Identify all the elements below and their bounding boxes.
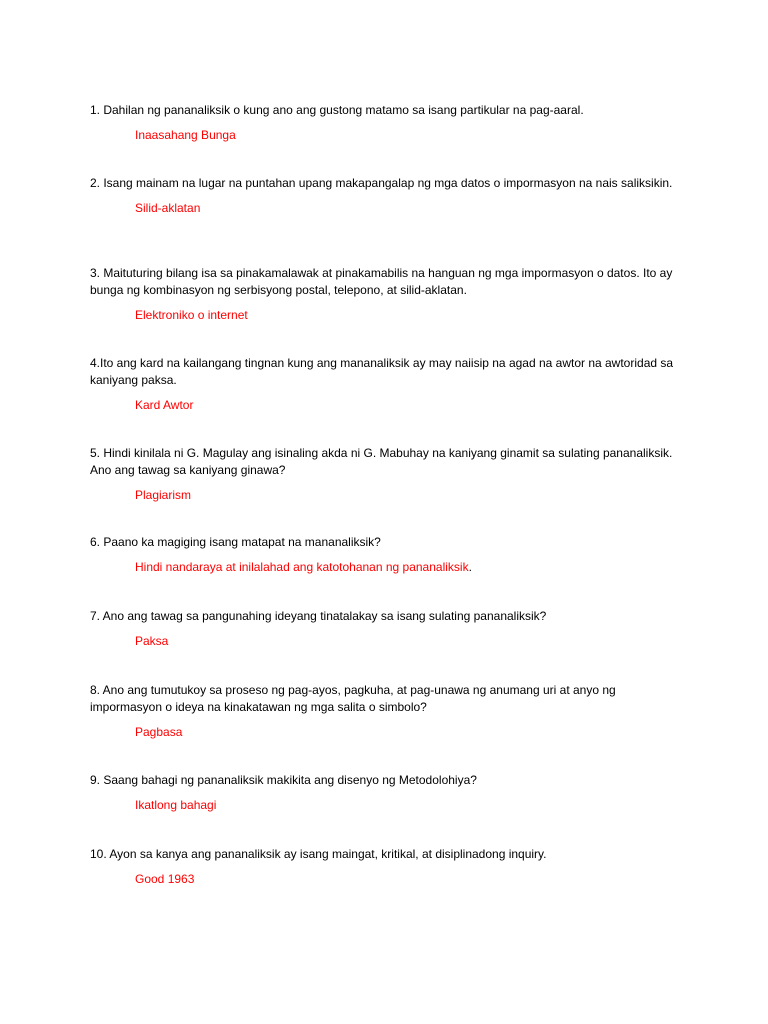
answer-text [90, 633, 680, 650]
answer-value: Ikatlong bahagi [135, 798, 217, 812]
answer-text [90, 397, 680, 414]
question-text: 6. Paano ka magiging isang matapat na mananaliksik? [90, 535, 381, 549]
question-text: 8. Ano ang tumutukoy sa proseso ng pag-ayos, pagkuha, at pag-unawa ng anumang uri at anyo ng impormasyon o ideya na kinakatawan ng mga salita o simbolo? [90, 683, 616, 714]
answer-value: Elektroniko o internet [135, 308, 248, 322]
question-text: 7. Ano ang tawag sa pangunahing ideyang tinatalakay sa isang sulating pananaliksik? [90, 609, 547, 623]
question-text: 5. Hindi kinilala ni G. Magulay ang isinaling akda ni G. Mabuhay na kaniyang ginamit sa sulating pananaliksik. Ano ang tawag sa kaniyang ginawa? [90, 446, 673, 477]
qa-item-2 [90, 175, 680, 217]
qa-item-3 [90, 265, 680, 324]
answer-text [90, 307, 680, 324]
answer-text [90, 724, 680, 741]
question-text: 4.Ito ang kard na kailangang tingnan kung ang mananaliksik ay may naiisip na agad na awtor na awtoridad sa kaniyang paksa. [90, 356, 674, 387]
answer-value: Plagiarism [135, 488, 192, 502]
qa-item-6 [90, 534, 680, 576]
qa-item-10 [90, 846, 680, 888]
qa-item-7 [90, 608, 680, 650]
answer-value: Pagbasa [135, 725, 183, 739]
qa-item-9 [90, 772, 680, 814]
question-text: 9. Saang bahagi ng pananaliksik makikita ang disenyo ng Metodolohiya? [90, 773, 477, 787]
question-text: 10. Ayon sa kanya ang pananaliksik ay isang maingat, kritikal, at disiplinadong inquiry. [90, 847, 547, 861]
answer-value: Kard Awtor [135, 398, 194, 412]
qa-item-8 [90, 682, 680, 741]
question-text: 2. Isang mainam na lugar na puntahan upang makapangalap ng mga datos o impormasyon na nais saliksikin. [90, 176, 673, 190]
answer-text [90, 559, 680, 576]
qa-item-4 [90, 355, 680, 414]
qa-item-5 [90, 445, 680, 504]
answer-value: Silid-aklatan [135, 201, 201, 215]
answer-value: Paksa [135, 634, 169, 648]
answer-value: Good 1963 [135, 872, 195, 886]
question-text: 1. Dahilan ng pananaliksik o kung ano ang gustong matamo sa isang partikular na pag-aaral. [90, 103, 584, 117]
qa-item-1 [90, 102, 680, 144]
question-text: 3. Maituturing bilang isa sa pinakamalawak at pinakamabilis na hanguan ng mga impormasyon o datos. Ito ay bunga ng kombinasyon ng serbisyong postal, telepono, at silid-aklatan. [90, 266, 673, 297]
answer-text [90, 487, 680, 504]
answer-text [90, 200, 680, 217]
answer-value: Hindi nandaraya at inilalahad ang katotohanan ng pananaliksik [135, 560, 469, 574]
answer-text [90, 871, 680, 888]
answer-value: Inaasahang Bunga [135, 128, 236, 142]
answer-text [90, 797, 680, 814]
answer-text [90, 127, 680, 144]
answer-trail: . [468, 560, 472, 574]
